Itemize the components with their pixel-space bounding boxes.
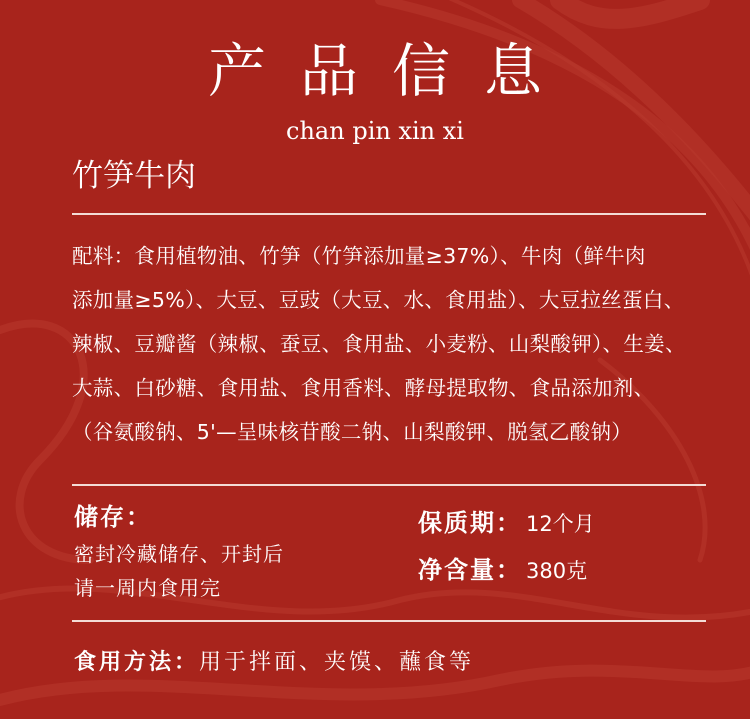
shelf-life [418, 506, 595, 541]
storage-line: 请一周内食用完 [74, 576, 221, 600]
divider-middle [72, 484, 706, 486]
storage-text [74, 537, 284, 605]
divider-bottom [72, 620, 706, 622]
shelf-life-label: 保质期： [418, 509, 522, 537]
ingredients-line: （谷氨酸钠、5'—呈味核苷酸二钠、山梨酸钾、脱氢乙酸钠） [72, 420, 633, 444]
storage-line: 密封冷藏储存、开封后 [74, 542, 284, 566]
ingredients-line: 添加量≥5%）、大豆、豆豉（大豆、水、食用盐）、大豆拉丝蛋白、 [72, 288, 685, 312]
net-content-value: 380克 [526, 559, 588, 583]
ingredients-line: 大蒜、白砂糖、食用盐、食用香料、酵母提取物、食品添加剂、 [72, 376, 655, 400]
usage-label: 食用方法： [74, 650, 200, 675]
net-content [418, 553, 587, 588]
net-content-label: 净含量： [418, 556, 522, 584]
page-subtitle-pinyin: chan pin xin xi [286, 117, 464, 145]
ingredients-block [72, 234, 722, 454]
page-title: 产品信息 [207, 37, 576, 105]
usage-info [74, 646, 474, 680]
ingredients-line: 配料：食用植物油、竹笋（竹笋添加量≥37%）、牛肉（鲜牛肉 [72, 244, 646, 268]
product-name: 竹笋牛肉 [72, 158, 196, 194]
divider-top [72, 213, 706, 215]
shelf-life-value: 12个月 [526, 512, 595, 536]
storage-label: 储存： [74, 503, 152, 531]
usage-value: 用于拌面、夹馍、蘸食等 [199, 650, 475, 675]
ingredients-line: 辣椒、豆瓣酱（辣椒、蚕豆、食用盐、小麦粉、山梨酸钾）、生姜、 [72, 332, 686, 356]
